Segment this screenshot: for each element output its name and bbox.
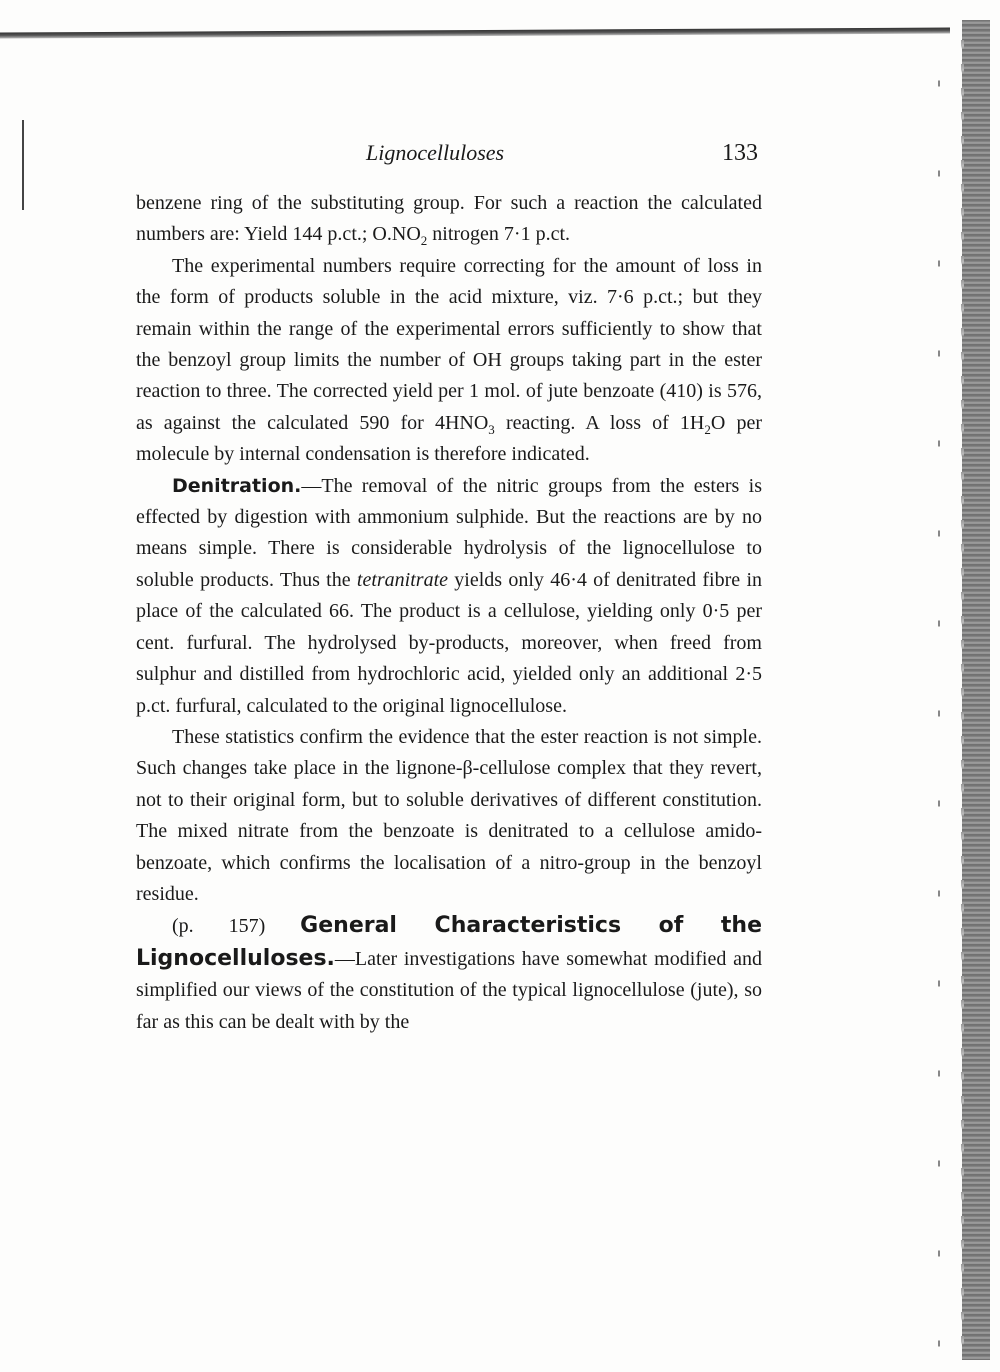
section-heading-denitration: Denitration. [172,474,302,497]
running-title: Lignocelluloses [366,140,505,165]
page-number: 133 [722,140,758,166]
paragraph-1: benzene ring of the substituting group. For such a reaction the calculated numbers are: Yield 144 p.ct.; $O.NO_2$ nitrogen 7·1 p.ct. [136,192,762,249]
paragraph-denitration: Denitration.—The removal of the nitric groups from the esters is effected by digestion with ammonium sulphide. But the reactions are by no means simple. There is considerable hydrolysis of the lignocellulose to soluble products. Thus the tetranitrate yields only 46·4 of denitrated fibre in place of the calculated 66. The product is a cellulose, yielding only 0·5 per cent. furfural. The hydrolysed by-products, moreover, when freed from sulphur and distilled from hydrochloric acid, yielded only an additional 2·5 p.ct. furfural, calculated to the original lignocellulose. [136,474,762,717]
scan-margin-marks [938,40,940,1360]
paragraph-4: These statistics confirm the evidence that the ester reaction is not simple. Such changes take place in the lignone-β-cellulose complex that they revert, not to their original form, but to soluble derivatives of different constitution. The mixed nitrate from the benzoate is denitrated to a cellulose amido-benzoate, which confirms the localisation of a nitro-group in the benzoyl residue. [136,725,762,905]
scan-binding-edge [962,20,990,1360]
section-heading-general-characteristics: General Characteristics of the Lignocelluloses. [136,913,762,971]
page-body [136,188,762,1038]
scan-top-edge [0,28,950,39]
paragraph-2: The experimental numbers require correcting for the amount of loss in the form of products soluble in the acid mixture, viz. 7·6 p.ct.; but they remain within the range of the experimental errors sufficiently to show that the benzoyl group limits the number of OH groups taking part in the ester reaction to three. The corrected yield per 1 mol. of jute benzoate (410) is 576, as against the calculated 590 for $4HNO_3$ reacting. A loss of $1H_2O$ per molecule by internal condensation is therefore indicated. [136,254,762,466]
page-header [136,140,762,174]
scan-binding-shadow [961,40,964,1360]
paragraph-general-characteristics: (p. 157) General Characteristics of the Lignocelluloses.—Later investigations have somewhat modified and simplified our views of the constitution of the typical lignocellulose (jute), so far as this can be dealt with by the [136,913,762,1033]
scan-left-mark [22,120,24,210]
